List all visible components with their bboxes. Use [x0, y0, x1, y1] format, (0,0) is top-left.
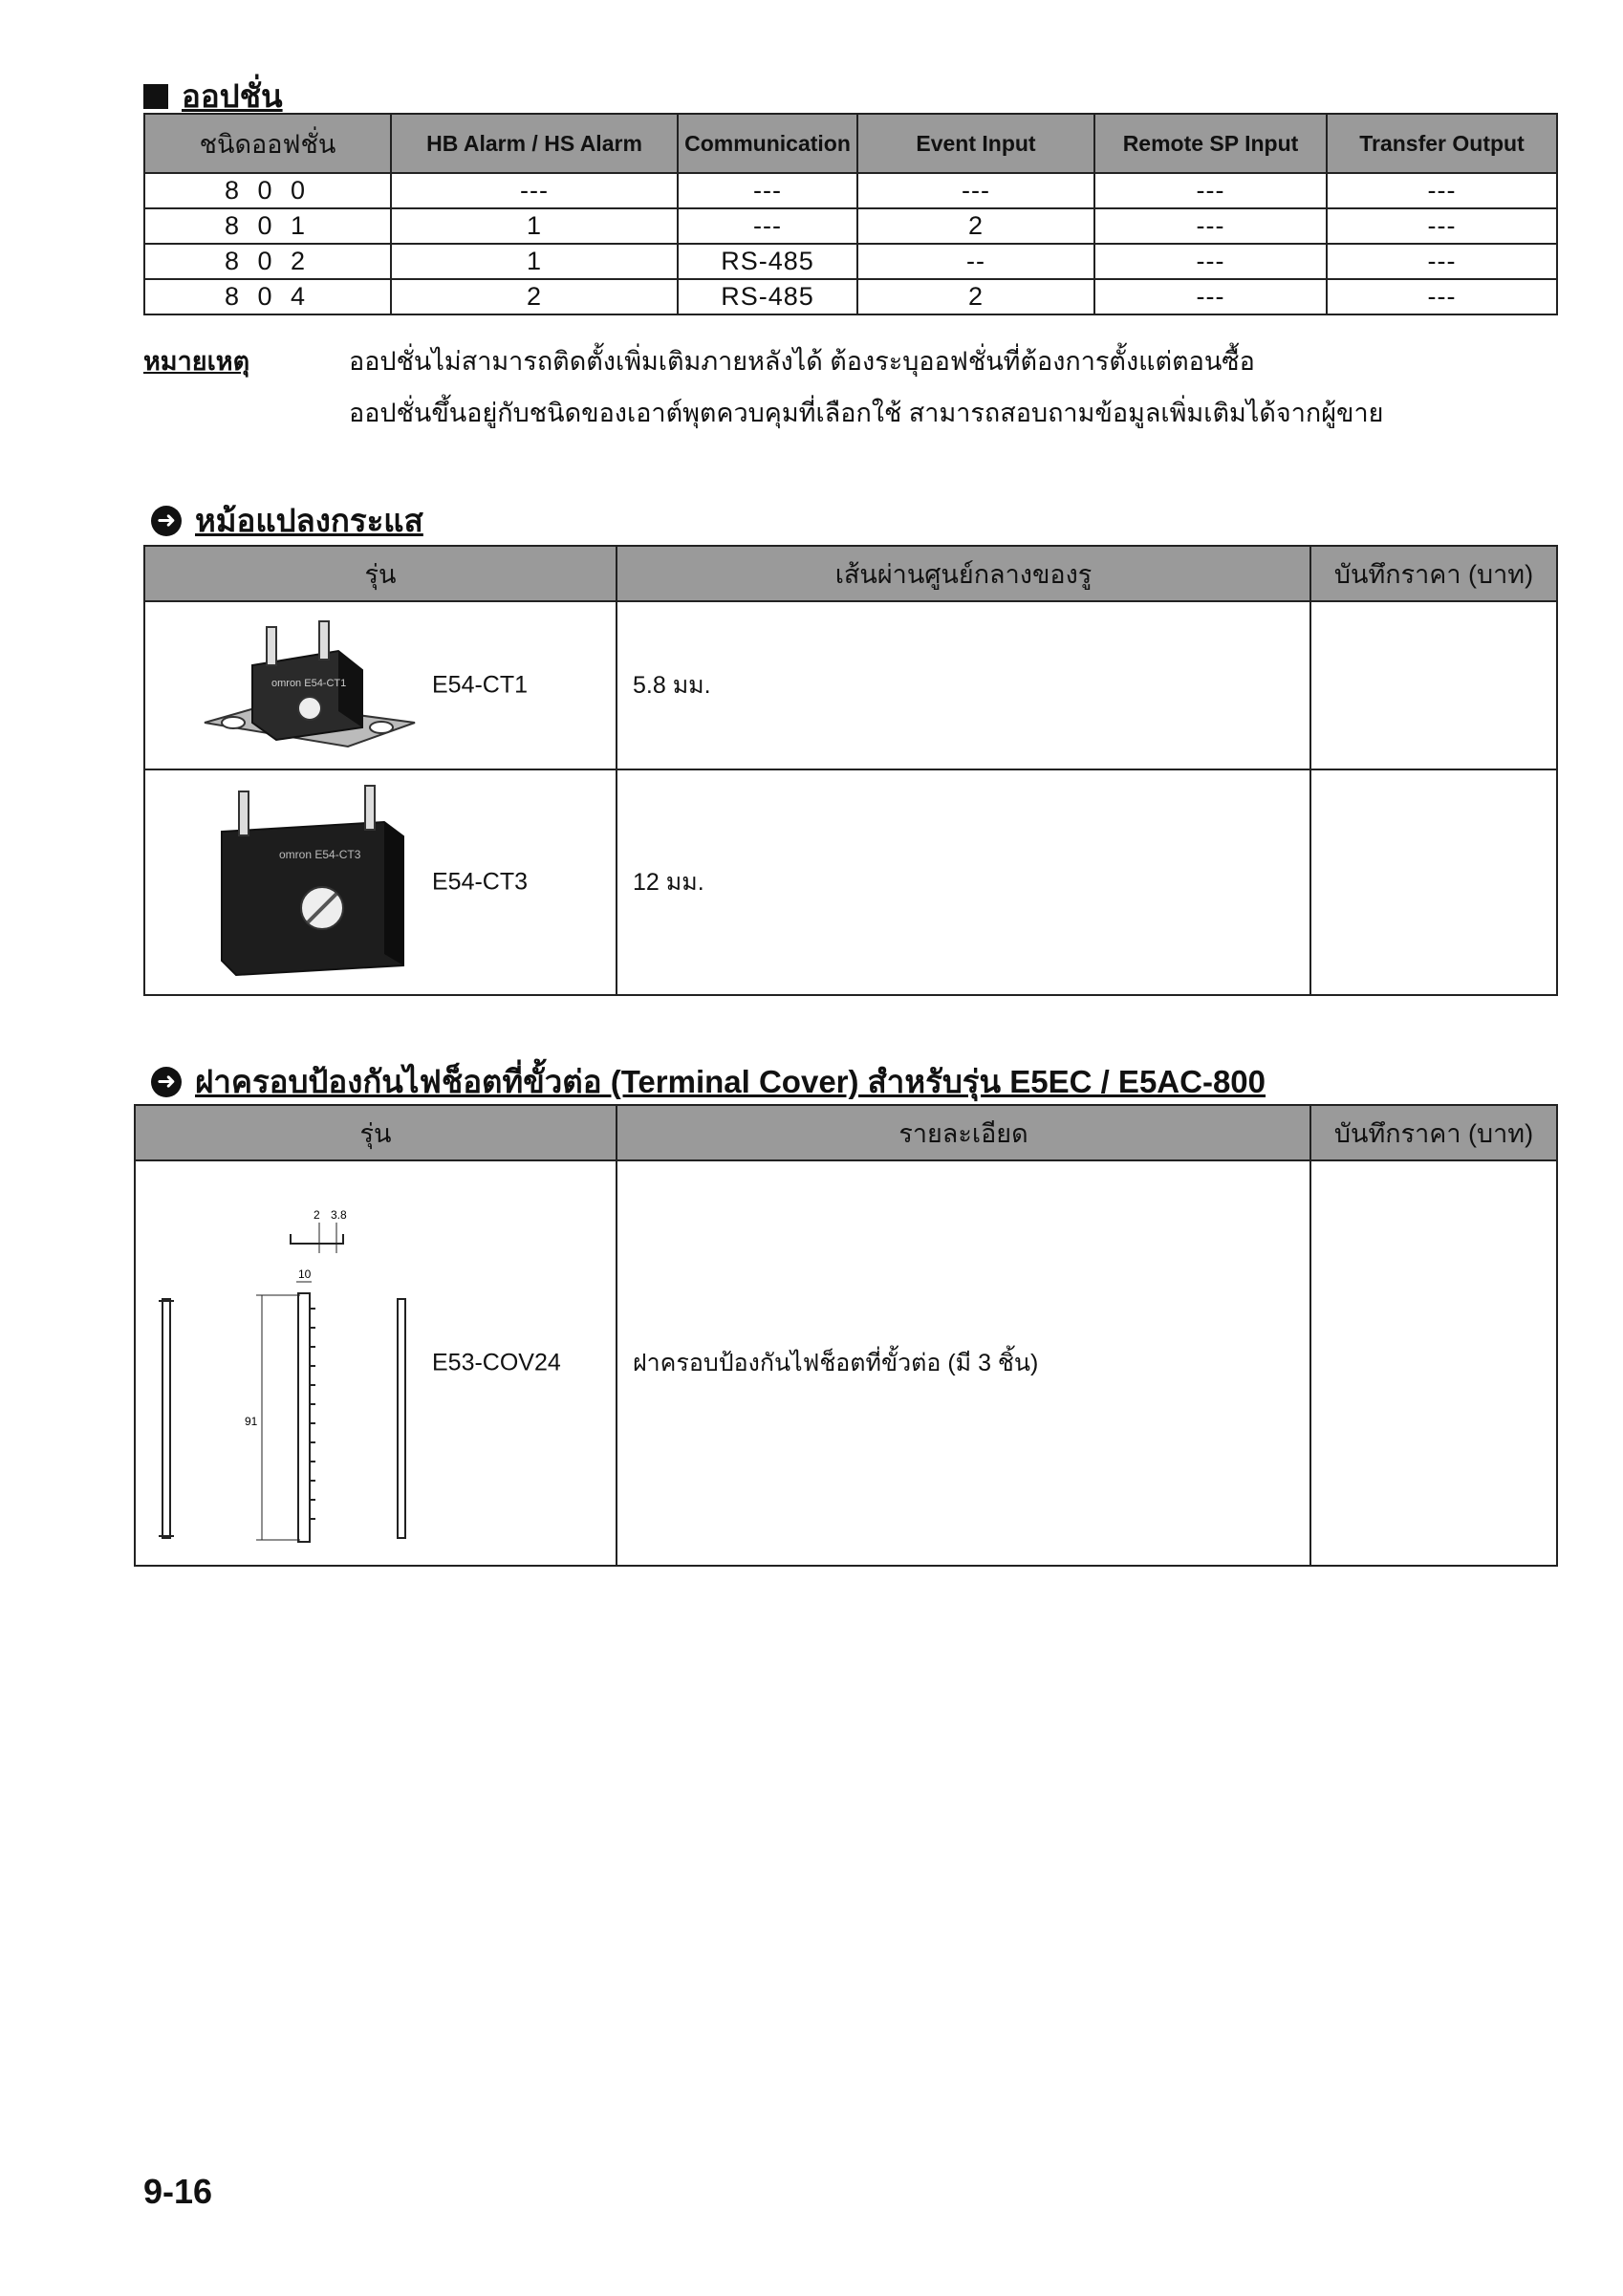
communication-value: --- — [678, 208, 857, 244]
hb-alarm-value: 1 — [391, 208, 678, 244]
terminal-cover-drawing — [147, 1175, 424, 1557]
header-detail: รายละเอียด — [617, 1105, 1310, 1160]
dim-label-91: 91 — [245, 1415, 258, 1428]
table-row — [144, 173, 1557, 208]
header-model: รุ่น — [135, 1105, 617, 1160]
header-event-input: Event Input — [857, 114, 1094, 173]
ct1-model-cell — [144, 601, 617, 769]
cover-detail: ฝาครอบป้องกันไฟช็อตที่ขั้วต่อ (มี 3 ชิ้น) — [617, 1160, 1310, 1566]
option-code: 8 0 4 — [144, 279, 391, 314]
option-code: 8 0 2 — [144, 244, 391, 279]
note-line-2: ออปชั่นขึ้นอยู่กับชนิดของเอาต์พุตควบคุมที่เลือกใช้ สามารถสอบถามข้อมูลเพิ่มเติมได้จากผู้ขาย — [349, 399, 1384, 427]
remote-sp-value: --- — [1094, 244, 1327, 279]
table-row — [135, 1160, 1557, 1566]
dim-label-10: 10 — [298, 1267, 312, 1281]
header-price: บันทึกราคา (บาท) — [1310, 1105, 1557, 1160]
ct3-hole-diameter: 12 มม. — [617, 769, 1310, 995]
hb-alarm-value: 2 — [391, 279, 678, 314]
current-transformer-ct1-image — [195, 617, 424, 761]
note-label: หมายเหตุ — [143, 347, 250, 376]
communication-value: RS-485 — [678, 244, 857, 279]
remote-sp-value: --- — [1094, 208, 1327, 244]
dim-label-2: 2 — [314, 1208, 320, 1222]
event-input-value: -- — [857, 244, 1094, 279]
transfer-output-value: --- — [1327, 208, 1557, 244]
cover-header-row — [135, 1105, 1557, 1160]
page-number: 9-16 — [143, 2172, 213, 2211]
event-input-value: 2 — [857, 279, 1094, 314]
header-remote-sp-input: Remote SP Input — [1094, 114, 1327, 173]
communication-value: --- — [678, 173, 857, 208]
table-row — [144, 279, 1557, 314]
header-price: บันทึกราคา (บาท) — [1310, 546, 1557, 601]
dim-label-3-8: 3.8 — [331, 1208, 347, 1222]
hb-alarm-value: --- — [391, 173, 678, 208]
option-code: 8 0 1 — [144, 208, 391, 244]
event-input-value: --- — [857, 173, 1094, 208]
cover-model-label: E53-COV24 — [432, 1349, 561, 1376]
header-transfer-output: Transfer Output — [1327, 114, 1557, 173]
option-code: 8 0 0 — [144, 173, 391, 208]
options-header-row — [144, 114, 1557, 173]
ct3-device-text: omron E54-CT3 — [279, 848, 361, 861]
terminal-cover-table — [134, 1104, 1558, 1567]
ct1-device-text: omron E54-CT1 — [271, 678, 347, 689]
event-input-value: 2 — [857, 208, 1094, 244]
header-hole-diameter: เส้นผ่านศูนย์กลางของรู — [617, 546, 1310, 601]
arrow-right-icon: ➜ — [151, 1067, 182, 1097]
ct3-model-cell — [144, 769, 617, 995]
ct-header-row — [144, 546, 1557, 601]
ct-heading: ➜ หม้อแปลงกระแส — [151, 495, 423, 546]
header-model: รุ่น — [144, 546, 617, 601]
header-option-type: ชนิดออฟชั่น — [144, 114, 391, 173]
options-heading: ออปชั่น — [143, 71, 283, 121]
communication-value: RS-485 — [678, 279, 857, 314]
options-table — [143, 113, 1558, 315]
cover-model-cell — [135, 1160, 617, 1566]
current-transformer-ct3-image — [203, 784, 422, 983]
transfer-output-value: --- — [1327, 173, 1557, 208]
cover-price — [1310, 1160, 1557, 1566]
ct-table — [143, 545, 1558, 996]
square-bullet-icon — [143, 84, 168, 109]
ct1-hole-diameter: 5.8 มม. — [617, 601, 1310, 769]
ct3-model-label: E54-CT3 — [432, 868, 529, 896]
remote-sp-value: --- — [1094, 279, 1327, 314]
table-row — [144, 244, 1557, 279]
remote-sp-value: --- — [1094, 173, 1327, 208]
ct1-model-label: E54-CT1 — [432, 671, 529, 699]
transfer-output-value: --- — [1327, 279, 1557, 314]
header-communication: Communication — [678, 114, 857, 173]
table-row — [144, 208, 1557, 244]
note-line-1: ออปชั่นไม่สามารถติดตั้งเพิ่มเติมภายหลังได้ ต้องระบุออฟชั่นที่ต้องการตั้งแต่ตอนซื้อ — [349, 347, 1255, 376]
terminal-cover-heading: ➜ ฝาครอบป้องกันไฟช็อตที่ขั้วต่อ (Terminal Cover) สำหรับรุ่น E5EC / E5AC-800 — [151, 1056, 1266, 1107]
transfer-output-value: --- — [1327, 244, 1557, 279]
ct1-price — [1310, 601, 1557, 769]
table-row — [144, 769, 1557, 995]
ct3-price — [1310, 769, 1557, 995]
table-row — [144, 601, 1557, 769]
arrow-right-icon: ➜ — [151, 506, 182, 536]
hb-alarm-value: 1 — [391, 244, 678, 279]
header-hb-alarm: HB Alarm / HS Alarm — [391, 114, 678, 173]
